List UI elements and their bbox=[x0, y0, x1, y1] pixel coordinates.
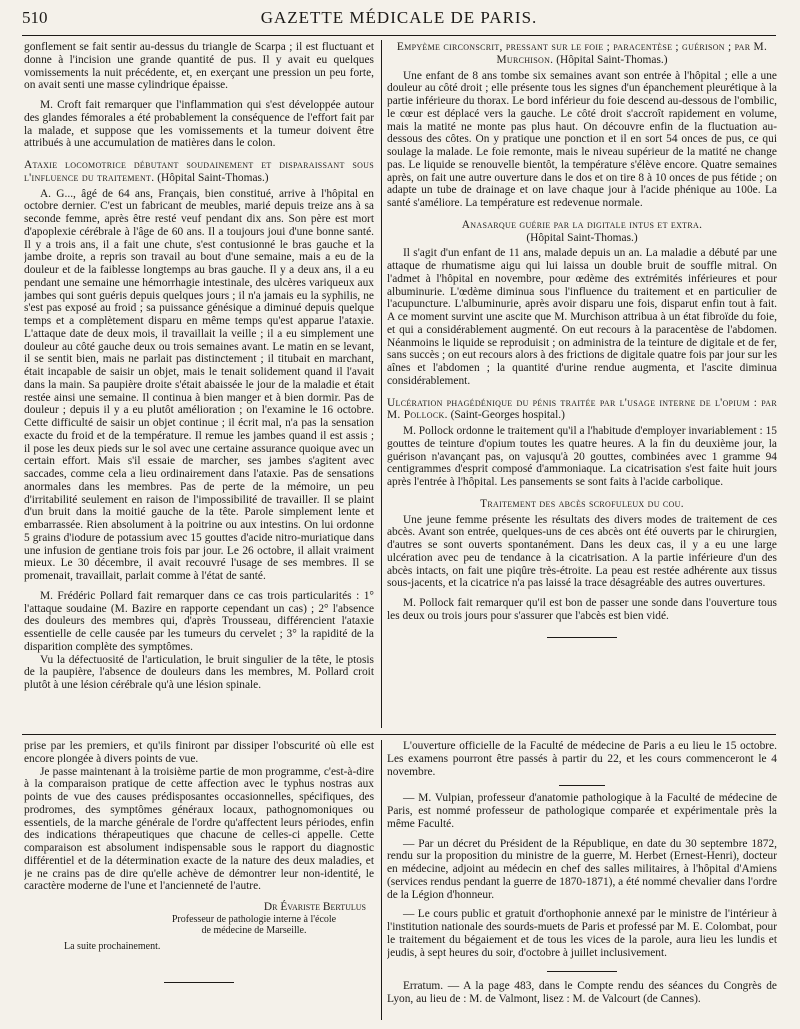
section-divider bbox=[22, 734, 776, 735]
erratum: Erratum. — A la page 483, dans le Compte rendu des séances du Congrès de Lyon, au lieu de : M. de Valmont, lisez : M. de Valcourt (de Cannes). bbox=[387, 980, 777, 1005]
paragraph: M. Pollock fait remarquer qu'il est bon de passer une sonde dans l'ouverture tous les deux ou trois jours pour s'assurer que l'abcès est bien vidé. bbox=[387, 597, 777, 622]
right-column bbox=[387, 41, 777, 728]
hospital-name: (Saint-Georges hospital.) bbox=[450, 409, 565, 422]
column-divider bbox=[381, 740, 382, 1020]
paragraph: M. Croft fait remarquer que l'inflammation qui s'est développée autour des glandes fémorales a été probablement la conséquence de l'effort fait par la malade, et suppose que les vomissements et la tumeur doivent être attribués à une accumulation de matières dans le colon. bbox=[24, 99, 374, 150]
hospital-name: (Hôpital Saint-Thomas.) bbox=[526, 231, 638, 244]
bottom-left-column bbox=[24, 740, 374, 1020]
section-title-text: Traitement des abcès scrofuleux du cou. bbox=[480, 497, 684, 510]
continuation-note: La suite prochainement. bbox=[64, 940, 161, 952]
section-title-text: Ataxie locomotrice débutant soudainement et disparaissant sous l'influence du traitement. bbox=[24, 159, 374, 184]
news-item: — Le cours public et gratuit d'orthophonie annexé par le ministre de l'intérieur à l'institution nationale des sourds-muets de Paris et professé par M. E. Colombat, pour le traitement du bégaiement et de tous les vices de la parole, aura lieu les lundis et jeudis, à sept heures du soir, d'octobre à juillet inclusivement. bbox=[387, 908, 777, 959]
bottom-right-column bbox=[387, 740, 777, 1022]
paragraph: Je passe maintenant à la troisième partie de mon programme, c'est-à-dire à la comparaison pratique de cette affection avec le typhus nostras aux points de vue des causes prédisposantes occasionnelles, spécifiques, des prodromes, des symptômes généraux locaux, pathognomoniques ou essentiels, de la marche générale de l'ordre qu'affectent leurs périodes, enfin des indications thérapeutiques que chacune de celles-ci appelle. Cette comparaison est absolument indispensable sous le rapport du diagnostic différentiel et de la détermination exacte de la nature des deux maladies, et je ne crains pas de dire qu'elle achève de démontrer leur non-identité, le caractère moderne de l'une et l'ancienneté de l'autre. bbox=[24, 765, 374, 893]
paragraph: M. Pollock ordonne le traitement qu'il a l'habitude d'employer invariablement : 15 gouttes de teinture d'opium toutes les quatre heures. A la fin du deuxième jour, la guérison n'avançant pas, on vajusqu'à 20 gouttes, combinées avec 1 gramme 94 centigrammes d'esprit composé d'ammoniaque. La cicatrisation s'est faite huit jours après l'entrée à l'hôpital. Les pansements se sont faits à l'acide carbolique. bbox=[387, 425, 777, 488]
left-column bbox=[24, 41, 374, 728]
header-rule bbox=[22, 35, 776, 36]
paragraph: A. G..., âgé de 64 ans, Français, bien constitué, arrive à l'hôpital en octobre dernier. C'est un fabricant de meubles, marié depuis treize ans à sa seconde femme, après être resté veuf pendant dix ans. Son père est mort d'apoplexie cérébrale à l'âge de 60 ans. Il a toujours joui d'une bonne santé. Il y a trois ans, il a fait une chute, s'est contusionné le bras gauche et la jambe droite, a repris son travail au bout d'une semaine, mais a eu de la douleur et de la faiblesse longtemps au bras gauche. Il y a deux ans, il a eu pendant une semaine une hémorrhagie intestinale, des ulcères variqueux aux jambes qui sont guéris depuis quelques jours ; il n'a jamais eu la syphilis, ne s'est pas exposé au froid ; sa puissance génésique a diminué depuis quelque temps et a complètement disparu en même temps qu'est apparue l'ataxie. L'attaque date de deux mois, il travaillait la veille ; il a eu simplement une douleur au côté gauche deux ou trois semaines avant. Le matin en se levant, il se sentit bien, mais ne parlait pas distinctement ; il titubait en marchant, était incapable de saisir un objet, mais le tenait solidement quand il l'avait dans la main. Sa paupière droite s'était abaissée le jour de la maladie et était restée ainsi une semaine. Il continua à bien manger et à bien dormir. Pas de douleur ; depuis il y a eu plutôt amélioration ; on l'examine le 16 octobre. Cette difficulté de saisir un objet continue ; il écrit mal, n'a pas la sensation exacte du froid et de la température. Il remue les jambes quand il est assis ; il pose les deux pieds sur le sol avec une certaine assurance quoique avec un certain effort. Mais s'il essaie de marcher, ses jambes s'agitent avec saccades, comme cela a lieu ordinairement dans l'ataxie. Pas de sensations anormales dans les membres. Pas de perte de la mémoire, un peu d'irritabilité seulement en raison de l'impossibilité de travailler. Il se plaint d'un bruit dans la moitié gauche de la tête. Parole simplement lente et embarrassée. Rien absolument à la poitrine ou aux intestins. On lui ordonne 5 grains d'iodure de potassium avec 15 gouttes d'acide nitro-muriatique dans une infusion de gentiane trois fois par jour. Le 26 octobre, il allait vraiment mieux. Le 30 décembre, il avait recouvré l'usage de ses membres. Il se promenait, travaillait, parlait comme à l'état de santé. bbox=[24, 187, 374, 582]
paragraph: Une jeune femme présente les résultats des divers modes de traitement de ces abcès. Avant son entrée, quelques-uns de ces abcès ont été ouverts par le chirurgien, d'autres se sont ouverts spontanément. Dans les deux cas, il y a eu une large ulcération avec peu de tendance à la cicatrisation. A la partie inférieure d'un des abcès intacts, on fait une piqûre très-étroite. La peau est restée adhérente aux tissus sous-jacents, et la cicatrice n'a pas laissé la trace désagréable des autres ouvertures. bbox=[387, 513, 777, 590]
section-title-text: Anasarque guérie par la digitale intus et extra. bbox=[461, 218, 703, 231]
paragraph: gonflement se fait sentir au-dessus du triangle de Scarpa ; il est fluctuant et donne à l'incision une grande quantité de pus. Il y avait eu quelques vomissements la nuit précédente, et, en exerçant une pression un peu forte, on avait senti une masse cylindrique épaisse. bbox=[24, 41, 374, 92]
page-header bbox=[22, 10, 776, 32]
column-divider bbox=[381, 40, 382, 728]
section-title-text: Ulcération phagédénique du pénis traitée par l'usage interne de l'opium : par M. Pollock. bbox=[387, 396, 777, 422]
section-title-anasarque bbox=[387, 219, 777, 245]
journal-title: GAZETTE MÉDICALE DE PARIS. bbox=[260, 8, 538, 27]
section-title-abces bbox=[387, 498, 777, 511]
news-item: — M. Vulpian, professeur d'anatomie pathologique à la Faculté de médecine de Paris, est nommé professeur de pathologique comparée et expérimentale près la même Faculté. bbox=[387, 792, 777, 830]
section-title-ataxie bbox=[24, 159, 374, 185]
news-separator bbox=[559, 785, 605, 786]
news-item: — Par un décret du Président de la République, en date du 30 septembre 1872, rendu sur la proposition du ministre de la guerre, M. Herbet (Ernest-Henri), docteur en médecine, adjoint au médecin en chef des salles militaires, à l'hôpital d'Amiens (services rendus pendant la guerre de 1870-1871), a été nommé chevalier dans l'ordre de la Légion d'honneur. bbox=[387, 837, 777, 901]
section-title-text: Empyème circonscrit, pressant sur le foie ; paracentèse ; guérison ; par M. Murchison. bbox=[396, 41, 768, 66]
author-affiliation: Professeur de pathologie interne à l'école bbox=[171, 913, 337, 925]
paragraph: prise par les premiers, et qu'ils finiront par dissiper l'obscurité où elle est encore plongée à divers points de vue. bbox=[24, 740, 374, 765]
end-rule bbox=[547, 637, 617, 638]
author-signature: Dr Évariste Bertulus bbox=[263, 901, 366, 913]
author-affiliation: de médecine de Marseille. bbox=[201, 925, 307, 937]
end-rule bbox=[547, 971, 617, 972]
news-item: L'ouverture officielle de la Faculté de médecine de Paris a eu lieu le 15 octobre. Les examens pourront être passés à partir du 22, et les cours commenceront le 4 novembre. bbox=[387, 740, 777, 778]
end-rule bbox=[164, 982, 234, 983]
page-number: 510 bbox=[22, 8, 48, 27]
hospital-name: (Hôpital Saint-Thomas.) bbox=[556, 53, 668, 66]
paragraph: Une enfant de 8 ans tombe six semaines avant son entrée à l'hôpital ; elle a une douleur au côté droit ; elle présente tous les signes d'un épanchement pleurétique à la partie inférieure du thorax. Le bord inférieur du foie descend au-dessous de l'ombilic, le cœur est déplacé vers la gauche. Le côté droit s'accroît rapidement en volume, mais la matité ne monte pas plus haut. On découvre enfin de la fluctuation au-dessous des côtes. On y pratique une ponction et il en sort 54 onces de pus, ce qui soulage la malade. Le foie remonte, mais le niveau supérieur de la matité ne change pas. Le liquide se renouvelle bientôt, la température s'élève encore. Quatre semaines après, on fait une autre ouverture dans le dos et on tire 8 à 10 onces de pus fétide ; on adapte un tube de drainage et on lave chaque jour à l'acide phénique au 100e. La santé s'améliore. La température est redevenue normale. bbox=[387, 69, 777, 209]
paragraph: Il s'agit d'un enfant de 11 ans, malade depuis un an. La maladie a débuté par une attaque de rhumatisme aigu qui lui laissa un double bruit de souffle mitral. On l'admet à l'hôpital en novembre, pour œdème des extrémités inférieures et pour albuminurie. L'œdème diminua sous l'influence du traitement et en particulier de l'acupuncture. L'albuminurie, après avoir disparu une fois, disparut enfin tout à fait. A ce moment survint une ascite que M. Murchison attribua à un état fibroïde du foie, et qui a considérablement augmenté. On eut recours à la paracentèse de l'abdomen. Néanmoins le liquide se reproduisit ; on administra de la teinture de digitale et de fer, sans succès ; on eut recours alors à des frictions de digitale quatre fois par jour sur les aînes et l'abdomen ; la quantité d'urine rendue augmenta, et l'ascite diminua considérablement. bbox=[387, 247, 777, 387]
section-title-ulceration bbox=[387, 397, 777, 423]
section-title-empyeme bbox=[387, 41, 777, 67]
hospital-name: (Hôpital Saint-Thomas.) bbox=[157, 171, 269, 184]
paragraph: M. Frédéric Pollard fait remarquer dans ce cas trois particularités : 1° l'attaque soudaine (M. Bazire en rapporte cependant un cas) ; 2° l'absence des douleurs des membres qui, d'après Trousseau, différencient l'ataxie essentielle de celle causée par les tumeurs du cervelet ; 3° la rapidité de la disparition complète des symptômes. bbox=[24, 589, 374, 653]
paragraph: Vu la défectuosité de l'articulation, le bruit singulier de la tête, le ptosis de la paupière, l'absence de douleurs dans les membres, M. Pollard croit plutôt à une lésion cérébrale qu'à une lésion spinale. bbox=[24, 653, 374, 691]
